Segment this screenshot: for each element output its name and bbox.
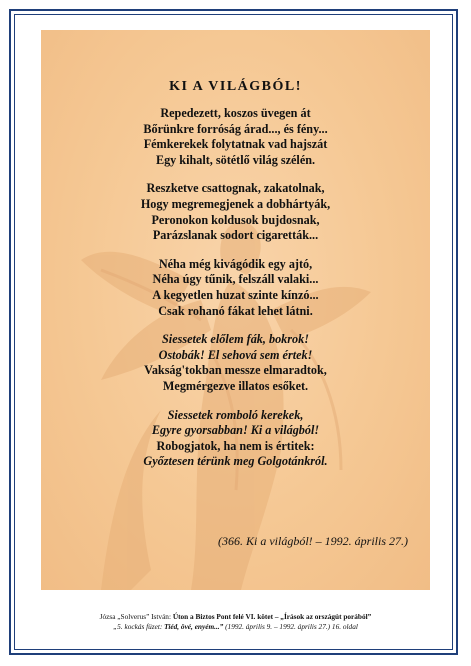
stanza-4 (41, 332, 430, 394)
poem-title: KI A VILÁGBÓL! (169, 79, 302, 94)
poem-line: Vakság'tokban messze elmaradtok, (144, 363, 327, 378)
poem-line: Fémkerekek folytatnak vad hajszát (143, 137, 328, 152)
footer-line-1 (0, 612, 471, 622)
stanza-3 (41, 257, 430, 319)
poem (41, 78, 430, 483)
footer (0, 612, 471, 632)
footer-author: Józsa „Solverus” István: (99, 612, 171, 621)
poem-line: A kegyetlen huzat szinte kínzó... (152, 287, 319, 302)
poem-line: Siessetek előlem fák, bokrok! (162, 332, 309, 347)
stanza-1 (41, 106, 430, 168)
poem-line: Megmérgezve illatos esőket. (162, 378, 309, 393)
poem-line: Egyre gyorsabban! Ki a világból! (151, 423, 320, 438)
poem-line: Győztesen térünk meg Golgotánkról. (143, 454, 328, 469)
poem-panel (41, 30, 430, 590)
poem-line: Néha úgy tűnik, felszáll valaki... (152, 272, 319, 287)
poem-line: Repedezett, koszos üvegen át (160, 106, 311, 120)
poem-line: Bőrünkre forróság árad..., és fény... (143, 121, 328, 136)
poem-line: Robogjatok, ha nem is értitek: (156, 438, 315, 453)
footer-booklet-title: Tiéd, övé, enyém...” (164, 622, 224, 631)
poem-line: Csak rohanó fákat lehet látni. (158, 303, 313, 318)
poem-line: Reszketve csattognak, zakatolnak, (146, 181, 325, 196)
stanza-2 (41, 181, 430, 243)
poem-line: Parázslanak sodort cigaretták... (152, 228, 319, 243)
poem-line: Peronokon koldusok bujdosnak, (151, 212, 320, 227)
poem-line: Egy kihalt, sötétlő világ szélén. (155, 152, 316, 167)
poem-source: (366. Ki a világból! – 1992. április 27.) (218, 534, 408, 548)
footer-dates-page: (1992. április 9. – 1992. április 27.) 16. oldal (225, 622, 358, 631)
poem-line: Ostobák! El sehová sem értek! (158, 347, 313, 362)
poem-line: Siessetek romboló kerekek, (167, 407, 304, 422)
poem-line: Hogy megremegjenek a dobhártyák, (140, 196, 331, 211)
stanza-5 (41, 408, 430, 470)
footer-booklet: „5. kockás füzet: (113, 622, 163, 631)
footer-book: Úton a Biztos Pont felé VI. kötet – „Írások az országút porából” (172, 612, 372, 621)
footer-line-2 (0, 622, 471, 632)
poem-line: Néha még kivágódik egy ajtó, (158, 256, 313, 271)
